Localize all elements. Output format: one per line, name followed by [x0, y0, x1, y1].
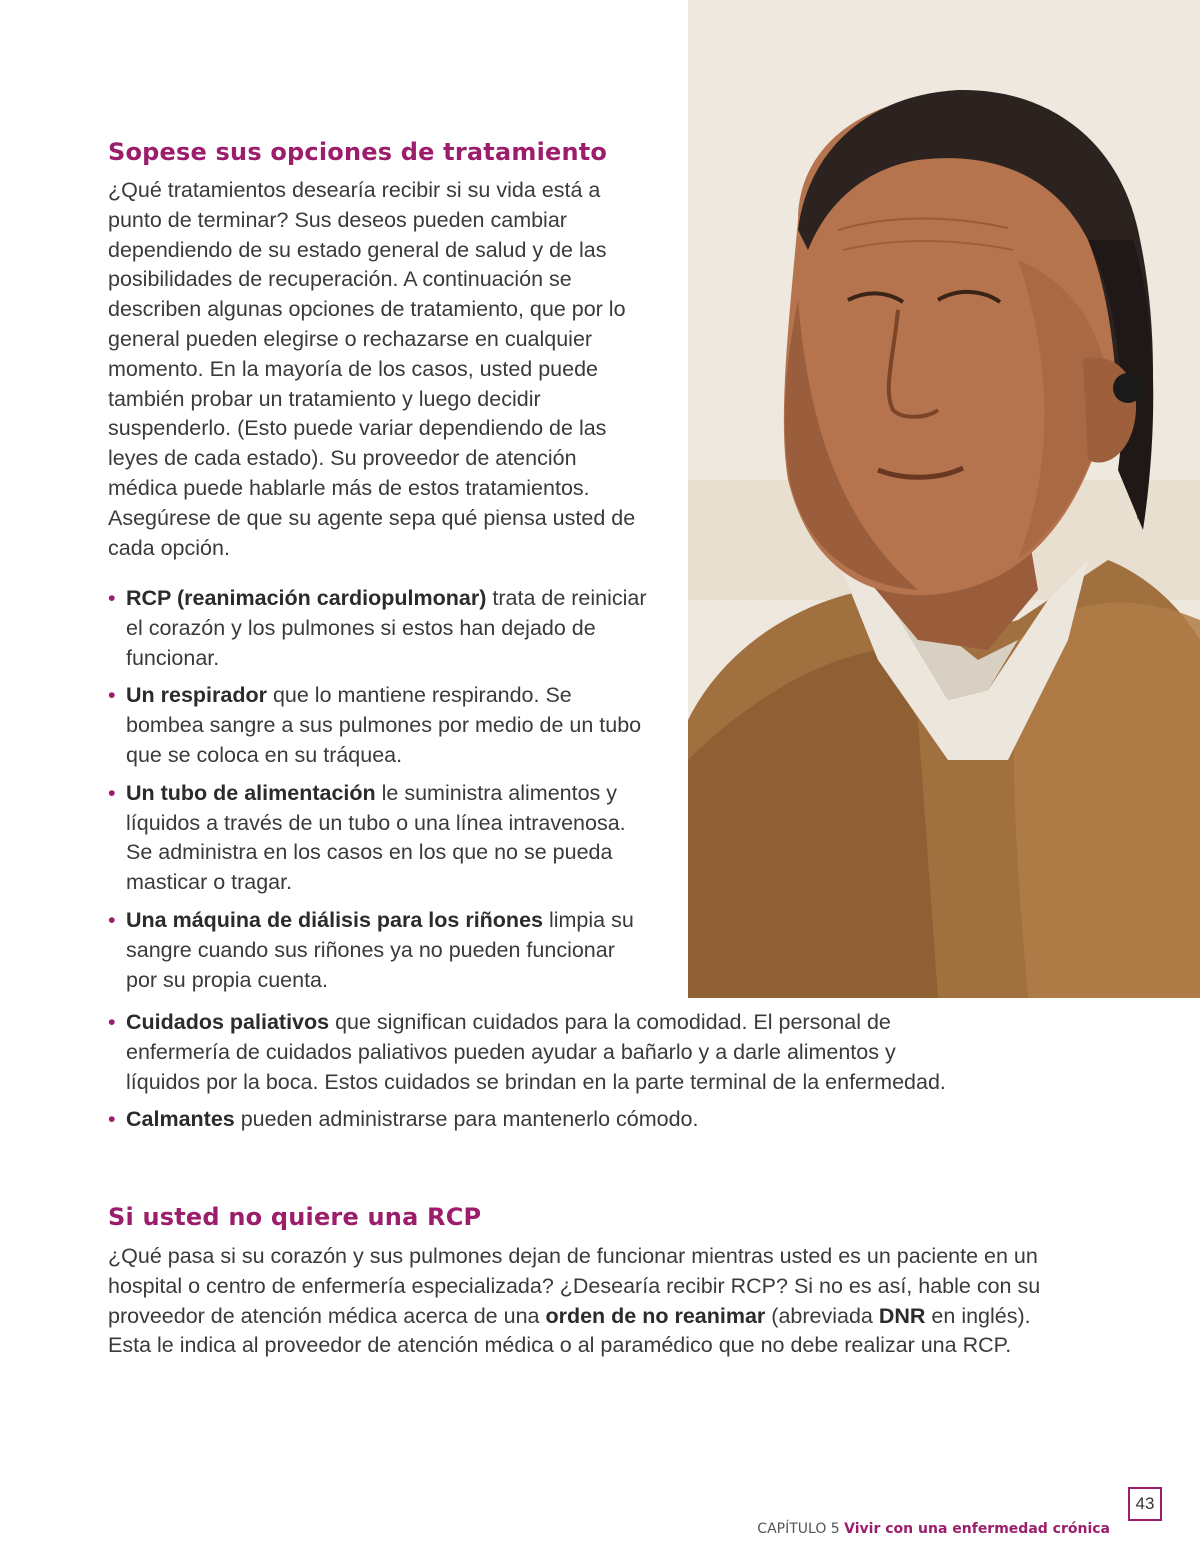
- list-item: [108, 906, 648, 995]
- intro-paragraph: ¿Qué tratamientos desearía recibir si su vida está a punto de terminar? Sus deseos pueden cambiar dependiendo de su estado general de salud y de las posibilidades de recuperación. A continuación se describen algunas opciones de tratamiento, que por lo general pueden elegirse o rechazarse en cualquier momento. En la mayoría de los casos, usted puede también probar un tratamiento y luego decidir suspenderlo. (Esto puede variar dependiendo de las leyes de cada estado). Su proveedor de atención médica puede hablarle más de estos tratamientos. Asegúrese de que su agente sepa qué piensa usted de cada opción.: [108, 178, 636, 560]
- list-item-text: pueden administrarse para mantenerlo cómodo.: [234, 1107, 699, 1132]
- list-item-text: que significan cuidados para la comodidad. El personal de enfermería de cuidados paliativos pueden ayudar a bañarlo y a darle alimentos y líquidos por la boca. Estos cuidados se brindan en la parte terminal de la enfermedad.: [126, 1010, 946, 1094]
- list-item: [108, 1008, 968, 1097]
- list-item-term: RCP (reanimación cardiopulmonar): [126, 586, 487, 610]
- bullet-icon: •: [108, 586, 116, 610]
- bullet-icon: •: [108, 683, 116, 708]
- dnr-text-part-1: ¿Qué pasa si su corazón y sus pulmones dejan de funcionar mientras usted es un paciente en un hospital o centro de enfermería especializada? ¿Desearía recibir RCP? Si no es así, hable con su proveedor de atención médica acerca de una: [108, 1244, 1041, 1328]
- list-item: [108, 1105, 968, 1135]
- section-heading-treatment-options: Sopese sus opciones de tratamiento: [108, 138, 608, 166]
- bullet-icon: •: [108, 780, 116, 805]
- list-item: [108, 681, 648, 770]
- chapter-title: Vivir con una enfermedad crónica: [844, 1521, 1110, 1537]
- dnr-text-part-3: en inglés). Esta le indica al proveedor de atención médica o al paramédico que no debe realizar una RCP.: [108, 1303, 1031, 1358]
- page-number: 43: [1128, 1487, 1162, 1521]
- list-item: [108, 584, 648, 673]
- dnr-term: orden de no reanimar: [545, 1303, 766, 1328]
- list-item-text: limpia su sangre cuando sus riñones ya no pueden funcionar por su propia cuenta.: [126, 907, 634, 992]
- bullet-icon: •: [108, 907, 116, 932]
- list-item-term: Una máquina de diálisis para los riñones: [126, 907, 543, 932]
- treatment-options-list: [108, 584, 648, 1003]
- list-item-term: Cuidados paliativos: [126, 1010, 330, 1034]
- list-item-text: le suministra alimentos y líquidos a través de un tubo o una línea intravenosa. Se administra en los casos en los que no se pueda masticar o tragar.: [126, 780, 626, 895]
- portrait-photo: [688, 0, 1200, 998]
- chapter-label: CAPÍTULO 5: [757, 1521, 840, 1537]
- list-item-term: Un respirador: [126, 683, 267, 708]
- bullet-icon: •: [108, 1107, 116, 1132]
- list-item-text: que lo mantiene respirando. Se bombea sangre a sus pulmones por medio de un tubo que se coloca en su tráquea.: [126, 683, 642, 767]
- page-footer: [757, 1521, 1110, 1537]
- dnr-paragraph: [108, 1242, 1048, 1361]
- list-item-term: Un tubo de alimentación: [126, 780, 376, 805]
- bullet-icon: •: [108, 1010, 116, 1034]
- dnr-text-part-2: (abreviada: [765, 1303, 879, 1328]
- list-item-text: trata de reiniciar el corazón y los pulmones si estos han dejado de funcionar.: [126, 586, 647, 670]
- dnr-abbreviation: DNR: [878, 1303, 926, 1328]
- elderly-man-portrait-illustration: [688, 0, 1200, 998]
- list-item: [108, 779, 648, 898]
- treatment-options-list-continued: [108, 1008, 968, 1143]
- list-item-term: Calmantes: [126, 1107, 235, 1132]
- section-heading-no-cpr: Si usted no quiere una RCP: [108, 1203, 482, 1231]
